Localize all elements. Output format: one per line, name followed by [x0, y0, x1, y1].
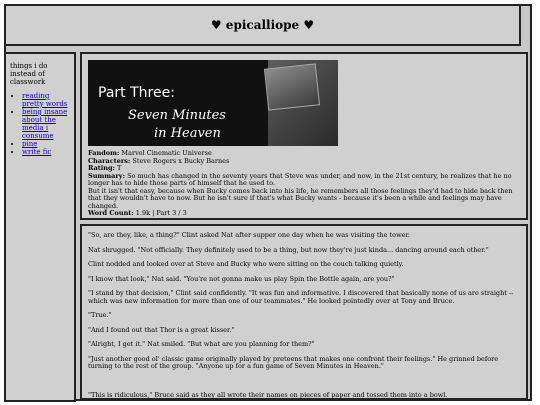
sidebar-link-reading[interactable]: reading pretty words — [22, 92, 68, 108]
sidebar-link-list — [10, 92, 70, 156]
banner-photo-inset — [264, 63, 320, 110]
sidebar — [4, 52, 76, 402]
summary-label: Summary: — [88, 171, 125, 180]
story-paragraph: "Just another good ol' classic game originally played by preteens that makes one confront their feelings." He grinned before turning to the rest of the group. "Anyone up for a fun game of Seven Minutes in Heaven." — [88, 354, 499, 370]
summary-row-2: But it isn't that easy, because when Bucky comes back into his life, he remembers all those feelings they'd had to hide back then that they wouldn't have to now. But he isn't sure if that's what Bucky wants - because it's been a while and feelings may have changed. — [88, 186, 513, 210]
characters-row — [88, 158, 520, 166]
banner-line-3: in Heaven — [154, 126, 221, 141]
summary-row — [88, 173, 520, 188]
post-header — [80, 52, 528, 220]
post-meta — [88, 150, 520, 218]
wordcount-value: 1.9k | Part 3 / 3 — [133, 209, 187, 217]
sidebar-link-pine[interactable]: pine — [22, 140, 38, 148]
sidebar-link-write-fic[interactable]: write fic — [22, 148, 52, 156]
blog-header — [4, 4, 521, 46]
story-paragraph: "This is ridiculous," Bruce said as they all wrote their names on pieces of paper and tossed them into a bowl. — [88, 390, 448, 399]
sidebar-intro: things i do instead of classwork — [10, 62, 48, 86]
story-paragraph: Clint nodded and looked over at Steve and Bucky who were sitting on the couch talking quietly. — [88, 260, 404, 268]
blog-title: ♥ epicalliope ♥ — [210, 18, 315, 32]
story-paragraph: Nat shrugged. "Not officially. They definitely used to be a thing, but now they're just kinda... dancing around each other." — [88, 245, 489, 254]
story-paragraph: "So, are they, like, a thing?" Clint asked Nat after supper one day when he was visiting the tower. — [88, 231, 410, 239]
story-paragraph: "And I found out that Thor is a great kisser." — [88, 325, 235, 334]
characters-label: Characters: — [88, 156, 131, 165]
sidebar-item — [22, 108, 70, 140]
sidebar-link-media[interactable]: being insane about the media i consume — [22, 108, 68, 140]
sidebar-item — [22, 148, 70, 156]
fandom-label: Fandom: — [88, 149, 120, 157]
story-paragraph: "True." — [88, 311, 112, 319]
wordcount-label: Word Count: — [88, 209, 134, 217]
fandom-value: Marvel Cinematic Universe — [119, 149, 212, 157]
story-body — [80, 224, 528, 400]
wordcount-row — [88, 210, 520, 218]
story-paragraph: "Alright, I get it." Nat smiled. "But what are you planning for them?" — [88, 340, 315, 348]
story-paragraph: "I stand by that decision," Clint said confidently. "It was fun and informative. I discovered that basically none of us are straight -- which was new information for more than one of our teammates." He looked pointedly over at Tony and Bruce. — [88, 289, 514, 305]
banner-line-2: Seven Minutes — [128, 108, 226, 123]
story-spacer — [88, 378, 520, 385]
summary-value: So much has changed in the seventy years that Steve was under, and now, in the 21st century, he realizes that he no longer has to hide those parts of himself that he used to. — [88, 171, 512, 187]
rating-value: T — [114, 164, 122, 172]
banner-image — [88, 60, 338, 146]
story-paragraph: "I know that look," Nat said. "You're not gonna make us play Spin the Bottle again, are you?" — [88, 274, 395, 283]
rating-label: Rating: — [88, 164, 115, 172]
characters-value: Steve Rogers x Bucky Barnes — [130, 156, 230, 165]
sidebar-item — [22, 140, 70, 148]
banner-line-1: Part Three: — [98, 85, 175, 101]
sidebar-item — [22, 92, 70, 108]
